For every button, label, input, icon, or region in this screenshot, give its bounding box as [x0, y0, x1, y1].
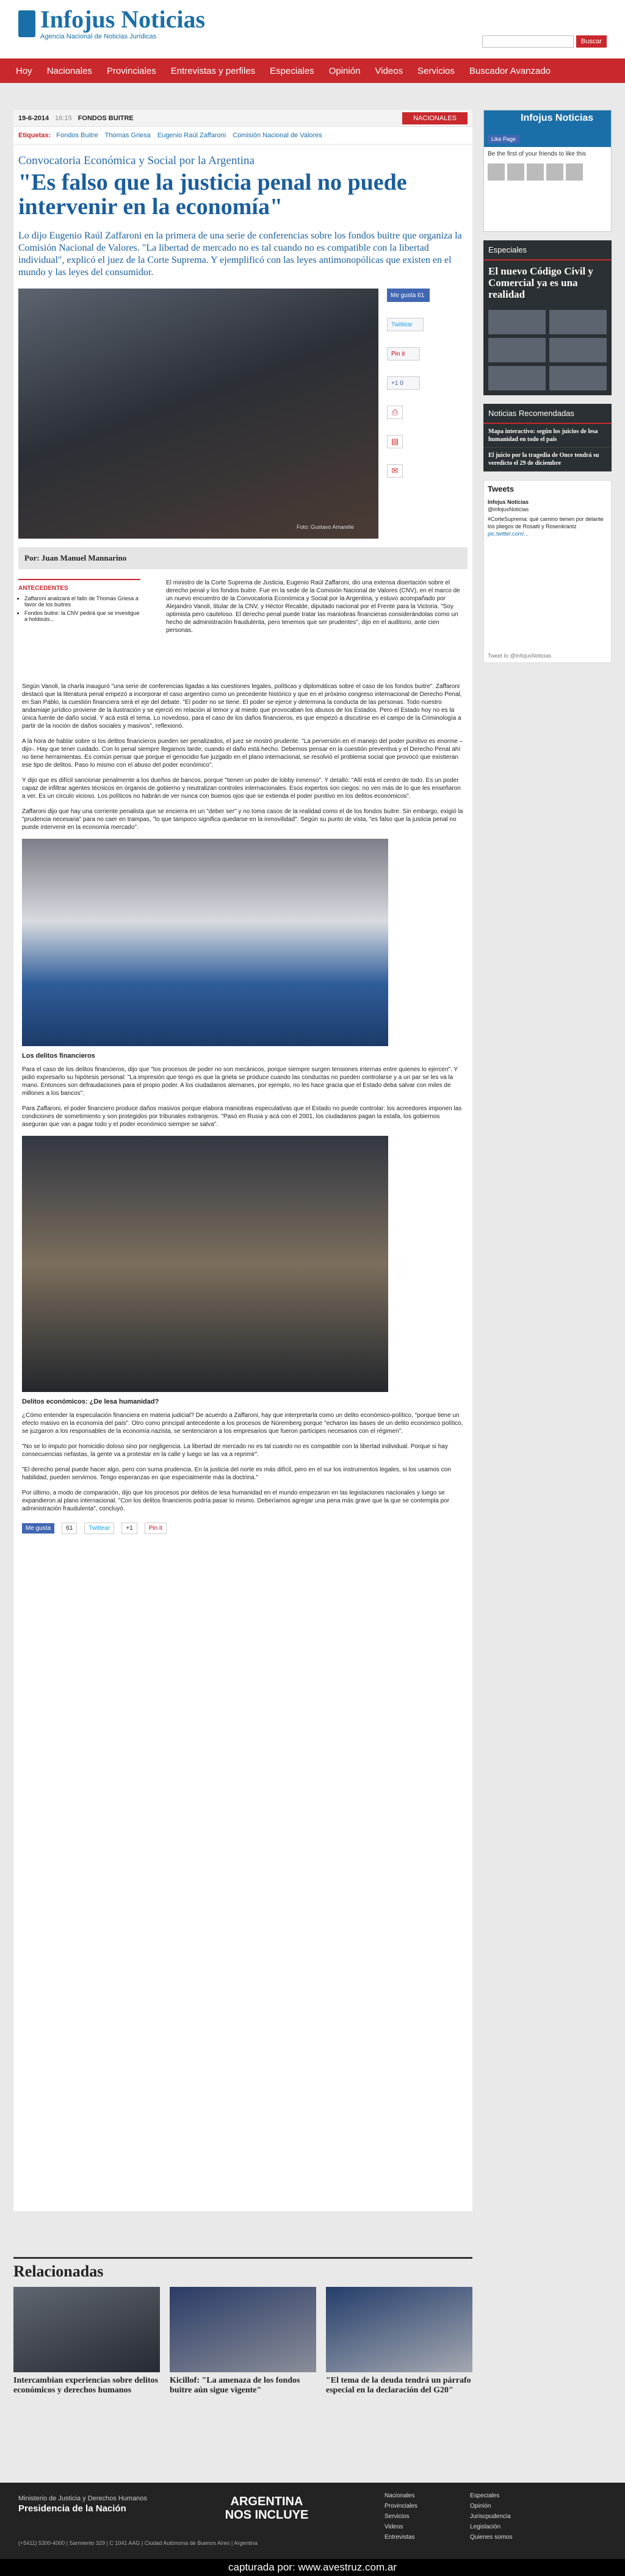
recomendadas-box: [483, 404, 612, 472]
article-paragraph: Según Vanoli, la charla inauguró "una serie de conferencias ligadas a las cuestiones legales, políticas y diplomáticas sobre el caso de los fondos buitre". Zaffaroni destacó que la literatura penal empezó a incorporar el caso argentino como un precedente histórico y que en el próximo congreso internacional de Derecho Penal, en San Pablo, la cuestión financiera será el eje del debate. "El poder no se tiene. El poder se ejerce y determina la conducta de las personas. Todo nuestro andamiaje jurídico proviene de la ilustración y se ejerció en relación al temor y al miedo que provocaban los abusos de los Estados. Pero el Estado hoy no es la única fuente de daño social. Y acá está el tema. Lo novedoso, para el caso de los daños financieros, es que empezó a discutirse en el campo de la Criminología a partir de la noción de daños sociales y masivos", reflexionó.: [22, 683, 462, 730]
article-paragraph: Para Zaffaroni, el poder financiero produce daños masivos porque elabora maniobras especulativas que el Estado no puede controlar: los acreedores imponen las condiciones de sometimiento y son protegidos por tribunales extranjeros. "Pasó en Rusia y acá con el 2001, los ciudadanos pagan la estafa, los gobiernos aseguran que van a pagar todo y el poder económico siempre se salva".: [22, 1105, 462, 1128]
section-badge[interactable]: NACIONALES: [402, 112, 468, 124]
pinterest-button[interactable]: Pin it: [387, 347, 420, 361]
especial-thumbnail[interactable]: [488, 338, 546, 362]
article-paragraph: El ministro de la Corte Suprema de Justicia, Eugenio Raúl Zaffaroni, dio una extensa disertación sobre el derecho penal y los fondos buitre. Fue en la sede de la Comisión Nacional de Valores (CNV), en el marco de un nuevo encuentro de la Convocatoria Económica y Social por la Argentina, y estuvo acompañado por Alejandro Vanoli, titular de la CNV, y Héctor Recalde, diputado nacional por el Frente para la Victoria. "Soy optimista pero cauteloso. El derecho penal puede tratar las maniobras financieras considerándolas como un hecho de administración fraudulenta, pero tenemos que ser prudentes", dijo en el auditorio, ante cien personas.: [166, 579, 460, 634]
related-caption[interactable]: "El tema de la deuda tendrá un párrafo especial en la declaración del G20": [326, 2376, 471, 2395]
facebook-like-button[interactable]: [387, 289, 430, 302]
tweet-link[interactable]: pic.twitter.com/...: [488, 531, 529, 537]
especiales-thumbs: [483, 305, 612, 395]
article-paragraph: ¿Cómo entender la especulación financiera en materia judicial? De acuerdo a Zaffaroni, hay que interpretarla como un delito económico-político, "porque tiene un efecto masivo en la economía del país". Otro como principal antecedente a los procesos de Núremberg porque "echaron las bases de un delito económico político, se juzgaron a los responsables de la economía nazista, se sentenciaron a los empresarios que fueron partícipes necesarios con el régimen".: [22, 1412, 463, 1435]
tweet-handle[interactable]: @infojusNoticias: [488, 506, 529, 512]
related-thumbnail[interactable]: [13, 2287, 160, 2372]
footer-link[interactable]: Especiales: [470, 2492, 500, 2499]
related-thumbnail[interactable]: [170, 2287, 316, 2372]
especial-thumbnail[interactable]: [488, 366, 546, 390]
ministry-name: Ministerio de Justicia y Derechos Humanos: [18, 2495, 147, 2502]
site-title: Infojus Noticias: [40, 5, 206, 33]
recomendada-link[interactable]: El juicio por la tragedia de Once tendrá su veredicto el 29 de diciembre: [483, 448, 612, 472]
tag-link[interactable]: Thomas Griesa: [104, 132, 151, 139]
especial-thumbnail[interactable]: [488, 310, 546, 334]
article-paragraph: Para el caso de los delitos financieros, dijo que "los procesos de poder no son mecánicos, porque siempre surgen tensiones internas entre quienes lo ejercen". Y pidió expresarlo su hipótesis personal: "La impresión que tengo es que la grieta se produce cuando las conductas no pueden controlarse y a un par se les va la mano. Entonces son defraudaciones para el propio poder. A los ciudadanos alemanes, por ejemplo, no les hace gracia que el Estado deba salvar con miles de millones a los bancos".: [22, 1066, 458, 1097]
related-item[interactable]: [13, 2287, 160, 2395]
nav-hoy[interactable]: Hoy: [16, 65, 32, 76]
bottom-share-bar: [22, 1523, 464, 1534]
article-time: 16:15: [55, 114, 72, 122]
article-container: [13, 110, 472, 2211]
nav-nacionales[interactable]: Nacionales: [46, 65, 92, 76]
twitter-button[interactable]: Twittear: [84, 1523, 114, 1534]
facebook-cover: [484, 110, 611, 147]
related-item[interactable]: [170, 2287, 316, 2395]
footer-link[interactable]: Juriscpudencia: [470, 2513, 511, 2520]
article-body: [22, 683, 464, 831]
footer-link[interactable]: Legislación: [470, 2524, 501, 2530]
main-photo: [18, 289, 378, 539]
footer-link[interactable]: Entrevistas: [385, 2534, 415, 2541]
capture-watermark: capturada por: www.avestruz.com.ar: [0, 2559, 625, 2576]
speaker-photo: [22, 1136, 388, 1392]
site-subtitle: Agencia Nacional de Noticias Jurídicas: [40, 33, 157, 40]
footer-link[interactable]: Videos: [385, 2524, 403, 2530]
facebook-faces: [484, 161, 611, 183]
nav-videos[interactable]: Videos: [375, 65, 403, 76]
panel-photo: [22, 839, 388, 1046]
avatar[interactable]: [527, 163, 544, 181]
antecedente-link[interactable]: • Zaffaroni analizará el fallo de Thomas Griesa a favor de los buitres: [24, 595, 140, 608]
avatar[interactable]: [566, 163, 583, 181]
recomendada-link[interactable]: Mapa interactivo: según los juicios de lesa humanidad en todo el país: [483, 424, 612, 448]
related-title: Relacionadas: [13, 2257, 472, 2287]
article-kicker: Convocatoria Económica y Social por la Argentina: [18, 154, 255, 167]
article-date: 19-6-2014: [18, 114, 49, 122]
site-footer: [0, 2483, 625, 2559]
footer-link[interactable]: Quienes somos: [470, 2534, 513, 2541]
antecedentes-box: [18, 579, 140, 625]
article-paragraph: Zaffaroni dijo que hay una corriente penalista que se encierra en un "deber ser" y no toma casos de la realidad como el de los fondos buitre. Sin embargo, exigió la "prudencia necesaria" para no caer en trampas, "lo que tampoco significa quedarse en la inmovilidad". Según su punto de vista, "es falso que la justicia penal no puede intervenir en la economía mercado".: [22, 808, 463, 831]
related-item[interactable]: [326, 2287, 472, 2395]
article-paragraph: "No se lo imputo por homicidio doloso sino por negligencia. La libertad de mercado no es tal cuando no es compatible con la libertad individual. Porque si hay consecuencias nefastas, la gente va a protestar en la calle y luego se las va a reprimir".: [22, 1443, 448, 1458]
antecedentes-title: ANTECEDENTES: [18, 585, 68, 592]
main-nav: [0, 59, 625, 83]
article-headline: "Es falso que la justicia penal no puede intervenir en la economía": [18, 170, 407, 220]
footer-links: [385, 2492, 555, 2541]
search-input[interactable]: [482, 35, 574, 48]
facebook-like-button[interactable]: Me gusta: [22, 1523, 54, 1534]
article-section[interactable]: FONDOS BUITRE: [78, 114, 134, 122]
tweet-to-link[interactable]: Tweet to @InfojusNoticias: [488, 653, 552, 659]
facebook-like-count: 61: [417, 292, 425, 299]
antecedente-link[interactable]: • Fondos buitre: la CNV pedirá que se investigue a holdouts...: [24, 610, 140, 622]
gplus-button[interactable]: +1: [121, 1523, 137, 1534]
pinterest-button[interactable]: Pin it: [145, 1523, 167, 1534]
especial-thumbnail[interactable]: [549, 310, 607, 334]
tweets-title: Tweets: [488, 484, 515, 493]
footer-link[interactable]: Provinciales: [385, 2503, 417, 2510]
site-header: [0, 0, 625, 59]
section-subhead: Delitos económicos: ¿De lesa humanidad?: [22, 1398, 159, 1405]
related-thumbnail[interactable]: [326, 2287, 472, 2372]
related-caption[interactable]: Kicillof: "La amenaza de los fondos buitre aún sigue vigente": [170, 2376, 300, 2395]
pdf-icon[interactable]: ▤: [387, 435, 403, 448]
nav-buscador[interactable]: Buscador Avanzado: [469, 65, 551, 76]
facebook-page-name[interactable]: Infojus Noticias: [521, 113, 594, 123]
tags-bar: [13, 127, 472, 145]
nav-especiales[interactable]: Especiales: [270, 65, 314, 76]
print-icon[interactable]: ⎙: [387, 406, 403, 419]
facebook-widget: [483, 110, 612, 232]
tags-label: Etiquetas:: [18, 132, 51, 139]
tag-link[interactable]: Eugenio Raúl Zaffaroni: [157, 132, 226, 139]
gplus-count: 0: [400, 379, 403, 387]
article-paragraph: "El derecho penal puede hacer algo, pero con suma prudencia. En la justicia del norte es más difícil, pero en el sur los instrumentos legales, si los usamos con habilidad, pueden servirnos. Tengo esperanzas en que especialmente más la doctrina.": [22, 1466, 451, 1481]
especiales-headline[interactable]: El nuevo Código Civil y Comercial ya es una realidad: [488, 265, 593, 300]
twitter-widget: [483, 480, 612, 663]
facebook-text: Be the first of your friends to like this: [488, 151, 587, 157]
footer-ministry: [18, 2495, 147, 2514]
gplus-button[interactable]: [387, 376, 420, 390]
tag-link[interactable]: Fondos Buitre: [56, 132, 98, 139]
nav-provinciales[interactable]: Provinciales: [106, 65, 156, 76]
gplus-label: +1: [391, 379, 399, 387]
related-caption[interactable]: Intercambian experiencias sobre delitos económicos y derechos humanos: [13, 2376, 159, 2395]
presidency-name: Presidencia de la Nación: [18, 2503, 126, 2514]
search-form: [482, 35, 607, 48]
nav-opinion[interactable]: Opinión: [328, 65, 361, 76]
twitter-button[interactable]: Twittear: [387, 318, 424, 331]
article-paragraph: A la hora de hablar sobre si los delitos financieros pueden ser penalizados, el juez se mostró prudente. "La perversión en el manejo del poder punitivo es enorme –dijo-. Hay que tener cuidado. Con lo penal siempre llegamos tarde, cuando el daño está hecho. Debemos pensar en la cuestión preventiva y el Derecho Penal ahí no tiene herramientas. Es común pensar que porque el genocidio fue juzgado en el plano internacional, se resolvió el problema social que provocó que existieran ese tipo de delitos. Paso lo mismo con el abuso del poder económico".: [22, 738, 463, 769]
footer-link[interactable]: Nacionales: [385, 2492, 415, 2499]
site-logo[interactable]: [18, 7, 205, 40]
facebook-like-count: 61: [62, 1523, 77, 1534]
nav-entrevistas[interactable]: Entrevistas y perfiles: [170, 65, 256, 76]
sidebar: [483, 110, 612, 663]
recomendadas-title: Noticias Recomendadas: [483, 404, 612, 424]
article-byline: Por: Juan Manuel Mannarino: [18, 547, 468, 569]
avatar[interactable]: [507, 163, 524, 181]
nav-servicios[interactable]: Servicios: [417, 65, 455, 76]
section-subhead: Los delitos financieros: [22, 1052, 95, 1060]
article-lead: Lo dijo Eugenio Raúl Zaffaroni en la primera de una serie de conferencias sobre los fondos buitre que organiza la Comisión Nacional de Valores. "La libertad de mercado no es tal cuando no es compatible con la libertad individual", explicó el juez de la Corte Suprema. Y ejemplificó con las leyes antimonopólicas que existen en el mundo y las leyes del consumidor.: [18, 231, 462, 278]
facebook-like-page-button[interactable]: Like Page: [488, 135, 519, 143]
footer-slogan: ARGENTINA NOS INCLUYE: [225, 2495, 309, 2522]
tag-link[interactable]: Comisión Nacional de Valores: [233, 132, 322, 139]
especiales-box: [483, 240, 612, 395]
especial-thumbnail[interactable]: [549, 338, 607, 362]
tweet-author[interactable]: Infojus Noticias: [488, 499, 529, 505]
article-paragraph: Y dijo que es difícil sancionar penalmente a los dueños de bancos, porque "tienen un poder de lobby inmenso". Y detalló: "Allí está el centro de todo. Es un poder capaz de infiltrar agentes técnicos en órganos de gobierno y neutralizan controles internacionales. Esos expertos son ciegos: no ven más de lo que les enseñaron a ver. Es un círculo vicioso. Los políticos no habrán de ver nunca con buenos ojos que se extienda el poder punitivo en los delitos económicos".: [22, 777, 461, 800]
tweet-text: #CorteSuprema: qué camino tienen por delante los pliegos de Rosatti y Rosenkrantz: [488, 516, 604, 529]
article-paragraph: Por último, a modo de comparación, dijo que los procesos por delitos de lesa humanidad en el mundo empezaron en las legislaciones nacionales y luego se expandieron al plano internacional. "Con los delitos financieros podría pasar lo mismo. Deberíamos agregar una pena más grave que la que se contempla por administración fraudulenta", concluyó.: [22, 1490, 450, 1512]
related-section: [13, 2257, 472, 2395]
especial-thumbnail[interactable]: [549, 366, 607, 390]
share-panel: [387, 289, 466, 493]
footer-link[interactable]: Opinión: [470, 2503, 491, 2510]
especiales-title: Especiales: [483, 240, 612, 260]
footer-address: (+5411) 5300-4000 | Sarmiento 329 | C 1041 AAG | Ciudad Autónoma de Buenos Aires | Argentina: [18, 2540, 258, 2546]
footer-link[interactable]: Servicios: [385, 2513, 410, 2520]
logo-mark: [18, 10, 35, 37]
facebook-like-label: Me gusta: [391, 292, 416, 299]
photo-caption: Foto: Gustavo Amarelle: [296, 524, 354, 530]
article-meta-bar: [13, 110, 472, 127]
avatar[interactable]: [488, 163, 505, 181]
search-button[interactable]: Buscar: [576, 35, 607, 48]
email-icon[interactable]: ✉: [387, 464, 403, 478]
avatar[interactable]: [546, 163, 563, 181]
